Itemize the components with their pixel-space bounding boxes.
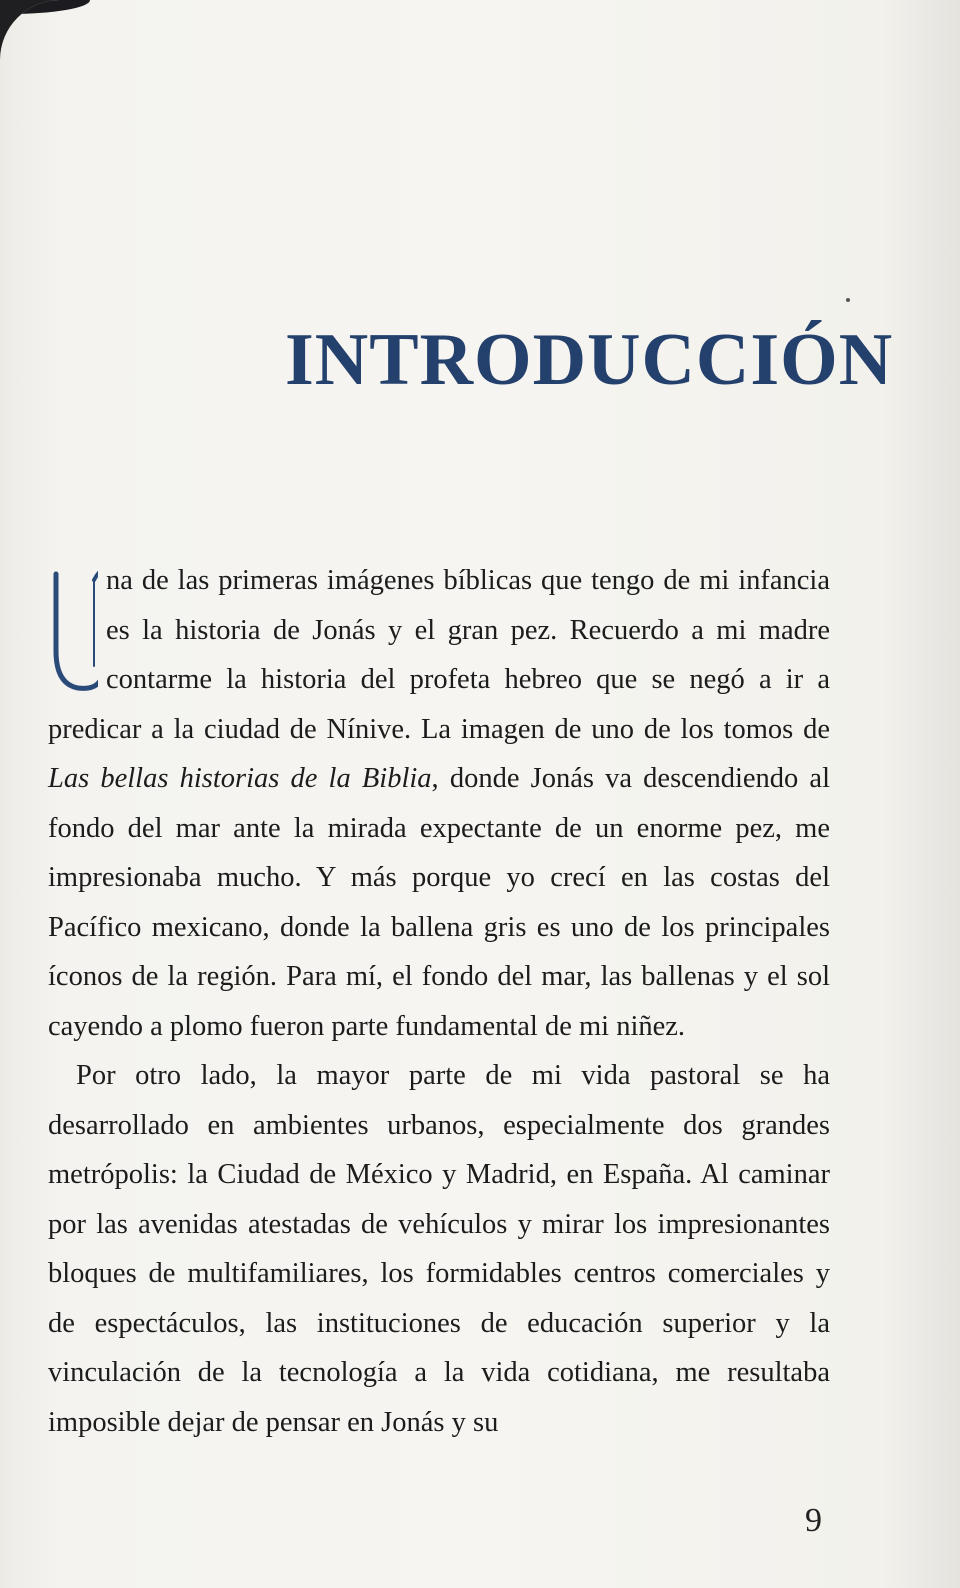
paragraph-1-end: , donde Jonás va descendiendo al fondo del mar ante la mirada expectante de un enorme pez, me impresionaba mucho. Y más porque yo crecí en las costas del Pacífico mexicano, donde la ballena gris es uno de los principales íconos de la región. Para mí, el fondo del mar, las ballenas y el sol cayendo a plomo fueron parte fundamental de mi niñez.	[48, 763, 830, 1042]
body-text	[48, 556, 830, 1447]
page-number: 9	[805, 1502, 822, 1539]
paragraph-1-start: na de las primeras imágenes bíblicas que tengo de mi infancia es la historia de Jonás y el gran pez. Recuerdo a mi madre contarme la historia del profeta hebreo que se negó a ir a predicar a la ciudad de Nínive. La imagen de uno de los tomos de	[48, 565, 830, 745]
book-title-italic: Las bellas historias de la Biblia	[48, 763, 432, 794]
page-corner-shadow	[0, 0, 90, 14]
paragraph-2: Por otro lado, la mayor parte de mi vida pastoral se ha desarrollado en ambientes urbanos, especialmente dos grandes metrópolis: la Ciudad de México y Madrid, en España. Al caminar por las avenidas atestadas de vehículos y mirar los impresionantes bloques de multifamiliares, los formidables centros comerciales y de espectáculos, las instituciones de educación superior y la vinculación de la tecnología a la vida cotidiana, me resultaba imposible dejar de pensar en Jonás y su	[48, 1060, 830, 1438]
drop-cap-u-glyph	[48, 556, 98, 701]
chapter-title: INTRODUCCIÓN	[285, 319, 894, 401]
page-speck	[846, 298, 850, 302]
drop-cap-letter	[48, 556, 98, 701]
paragraph-1	[48, 556, 830, 1051]
